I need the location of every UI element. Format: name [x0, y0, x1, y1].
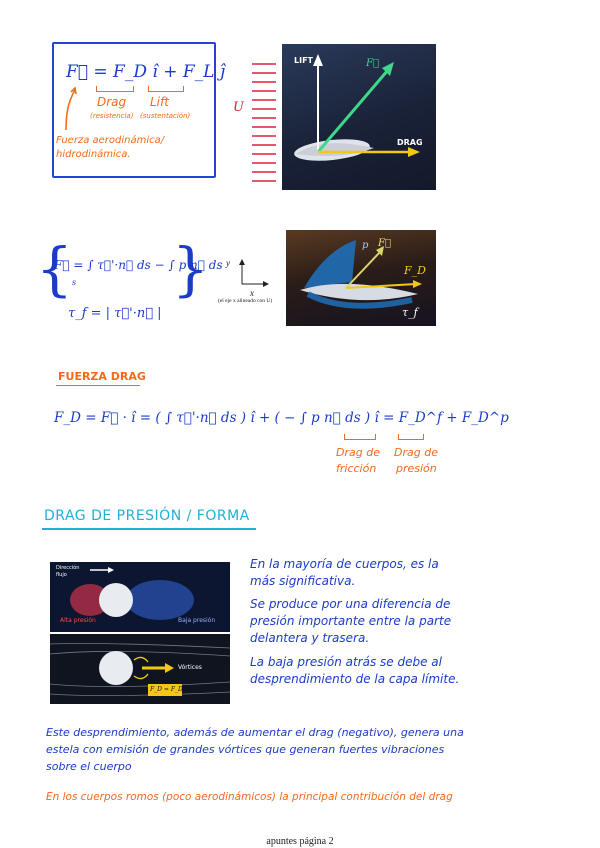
tau-equation: τ_f = | τ⃗'·n⃗ |	[68, 306, 162, 321]
friction-label-1: Drag de	[336, 446, 380, 459]
friction-underline	[344, 434, 376, 440]
pressure-underline	[398, 434, 424, 440]
p-text: p	[362, 240, 369, 251]
drag-decomposition-equation: F_D = F⃗ · î = ( ∫ τ⃗'·n⃗ ds ) î + ( − ∫ p n⃗ ds ) î = F_D^f + F_D^p	[54, 410, 509, 426]
flow-lines-left	[252, 58, 278, 186]
paragraph-4: Este desprendimiento, además de aumentar el drag (negativo), genera una estela con emisión de grandes vórtices que generan fuertes vibraciones sobre el cuerpo	[46, 726, 464, 773]
airfoil-lift-drag-figure	[282, 44, 436, 190]
lift-underline	[148, 86, 184, 92]
force-integral-equation: F⃗ = ∫ τ⃗'·n⃗ ds − ∫ p n⃗ ds	[54, 258, 223, 272]
low-pressure-label: Baja presión	[178, 617, 216, 624]
drag-presion-underline	[42, 528, 256, 530]
fd-text: F_D	[404, 264, 426, 277]
direction-label-1: Dirección	[56, 565, 80, 571]
f-text: F⃗	[378, 238, 391, 249]
fuerza-drag-title: FUERZA DRAG	[58, 370, 146, 383]
right-brace: }	[172, 235, 209, 303]
friction-label-2: fricción	[336, 462, 377, 475]
pressure-drag-figure-bottom	[50, 634, 230, 704]
axis-x-label: x	[250, 288, 254, 298]
force-note-line1: Fuerza aerodinámica/	[56, 135, 165, 146]
pointer-arrow-icon	[60, 84, 80, 132]
force-f-text: F⃗	[366, 58, 379, 69]
force-equation: F⃗ = F_D î + F_L ĵ	[66, 62, 226, 82]
page-footer: apuntes página 2	[266, 836, 334, 847]
drag-presion-title: DRAG DE PRESIÓN / FORMA	[44, 508, 250, 524]
tau-text: τ_f	[402, 306, 418, 319]
paragraph-5: En los cuerpos romos (poco aerodinámicos) la principal contribución del drag	[46, 791, 453, 803]
force-note-line2: hidrodinámica.	[56, 149, 131, 160]
paragraph-3: La baja presión atrás se debe al desprendimiento de la capa límite.	[250, 655, 460, 686]
paragraph-1: En la mayoría de cuerpos, es la más significativa.	[250, 557, 439, 588]
fuerza-drag-underline	[56, 385, 140, 386]
pressure-label-1: Drag de	[394, 446, 438, 459]
lift-text: LIFT	[294, 56, 313, 65]
vortices-label: Vórtices	[178, 664, 202, 671]
high-pressure-label: Alta presión	[60, 617, 96, 624]
fd-approx-label: F_D ≈ F_D^p	[150, 686, 192, 693]
pressure-label-2: presión	[396, 462, 437, 475]
paragraph-2: Se produce por una diferencia de presión importante entre la parte delantera y trasera.	[250, 597, 452, 645]
drag-label: Drag	[97, 95, 127, 109]
airfoil-stress-figure	[286, 230, 436, 326]
lift-label: Lift	[150, 95, 169, 109]
velocity-u-label: U	[233, 100, 244, 115]
drag-text: DRAG	[397, 138, 423, 147]
drag-underline	[96, 86, 134, 92]
axis-caption: (el eje x alineado con U)	[218, 298, 273, 304]
drag-sub-label: (resistencia)	[90, 112, 134, 120]
pressure-drag-figure-top	[50, 562, 230, 632]
axis-icon	[232, 258, 272, 292]
direction-label-2: flujo	[56, 572, 67, 578]
integral-sub-s: s	[72, 278, 77, 287]
axis-y-label: y	[226, 258, 230, 268]
left-brace: {	[36, 235, 73, 303]
lift-sub-label: (sustentación)	[140, 112, 191, 120]
